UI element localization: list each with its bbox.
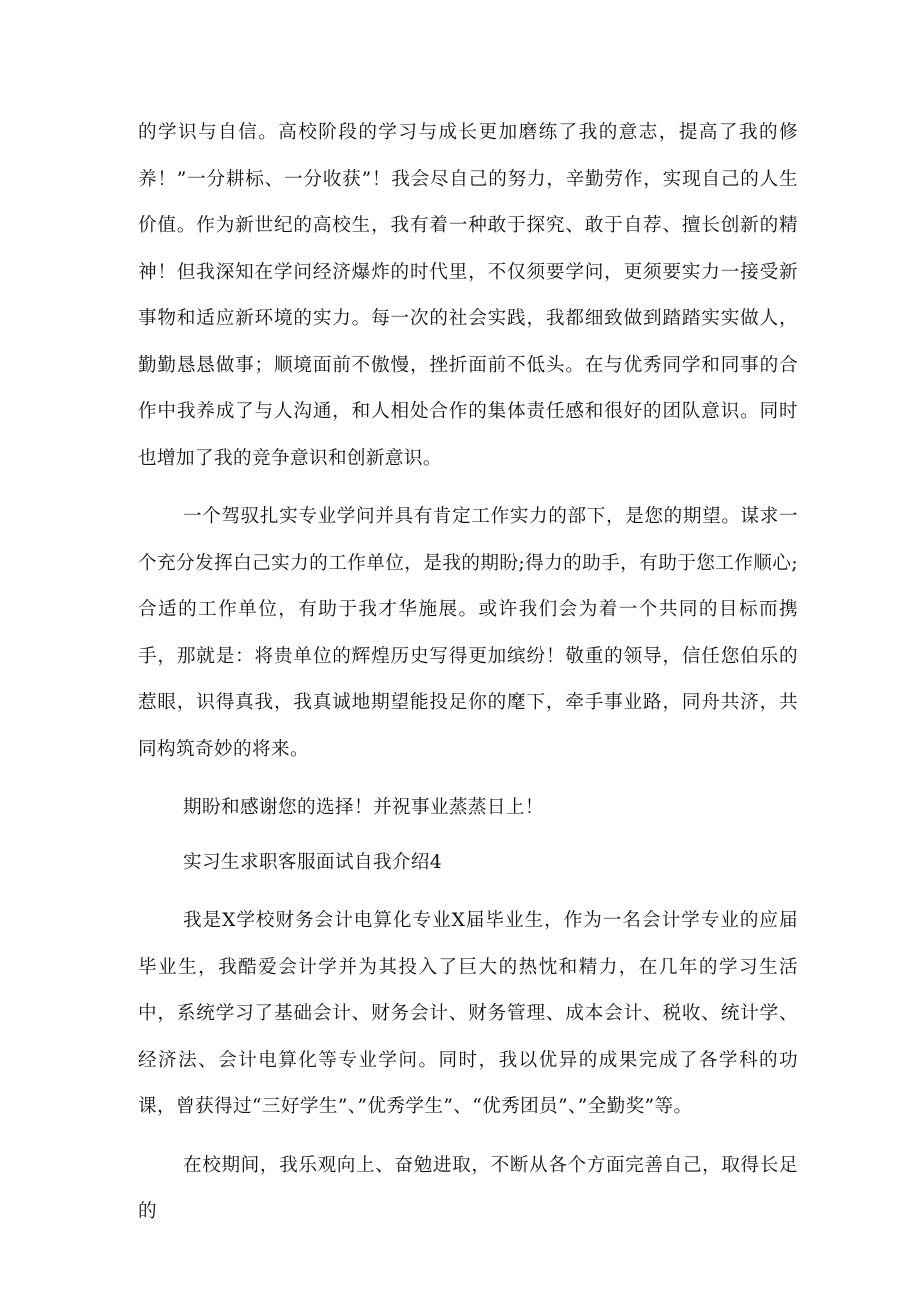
paragraph-4: 我是X学校财务会计电算化专业X届毕业生，作为一名会计学专业的应届毕业生，我酷爱会计学并为其投入了巨大的热忱和精力，在几年的学习生活中，系统学习了基础会计、财务会计、财务管理、成本会计、税收、统计学、经济法、会计电算化等专业学问。同时，我以优异的成果完成了各学科的功课，曾获得过“三好学生”、”优秀学生”、“优秀团员”、”全勤奖”等。 xyxy=(138,910,798,1117)
paragraph-1: 的学识与自信。高校阶段的学习与成长更加磨练了我的意志，提高了我的修养！”一分耕标、一分收获”！我会尽自己的努力，辛勤劳作，实现自己的人生价值。作为新世纪的高校生，我有着一种敢于探究、敢于自荐、擅长创新的精神！但我深知在学问经济爆炸的时代里，不仅须要学问，更须要实力一接受新事物和适应新环境的实力。每一次的社会实践，我都细致做到踏踏实实做人，勤勤恳恳做事；顺境面前不傲慢，挫折面前不低头。在与优秀同学和同事的合作中我养成了与人沟通，和人相处合作的集体责任感和很好的团队意识。同时也增加了我的竞争意识和创新意识。 xyxy=(138,122,798,469)
paragraph-5: 在校期间，我乐观向上、奋勉进取，不断从各个方面完善自己，取得长足的 xyxy=(138,1154,798,1222)
paragraph-3: 期盼和感谢您的选择！并祝事业蒸蒸日上！ xyxy=(183,797,544,818)
document-body xyxy=(138,110,798,1236)
section-heading: 实习生求职客服面试自我介绍4 xyxy=(183,851,443,873)
paragraph-2: 一个驾驭扎实专业学问并具有肯定工作实力的部下，是您的期望。谋求一个充分发挥白己实力的工作单位，是我的期盼;得力的助手，有助于您工作顺心;合适的工作单位，有助于我才华施展。或许我们会为着一个共同的目标而携手，那就是：将贵单位的辉煌历史写得更加缤纷！敬重的领导，信任您伯乐的惹眼，识得真我，我真诚地期望能投足你的麾下，牵手事业路，同舟共济，共同构筑奇妙的将来。 xyxy=(138,506,798,760)
